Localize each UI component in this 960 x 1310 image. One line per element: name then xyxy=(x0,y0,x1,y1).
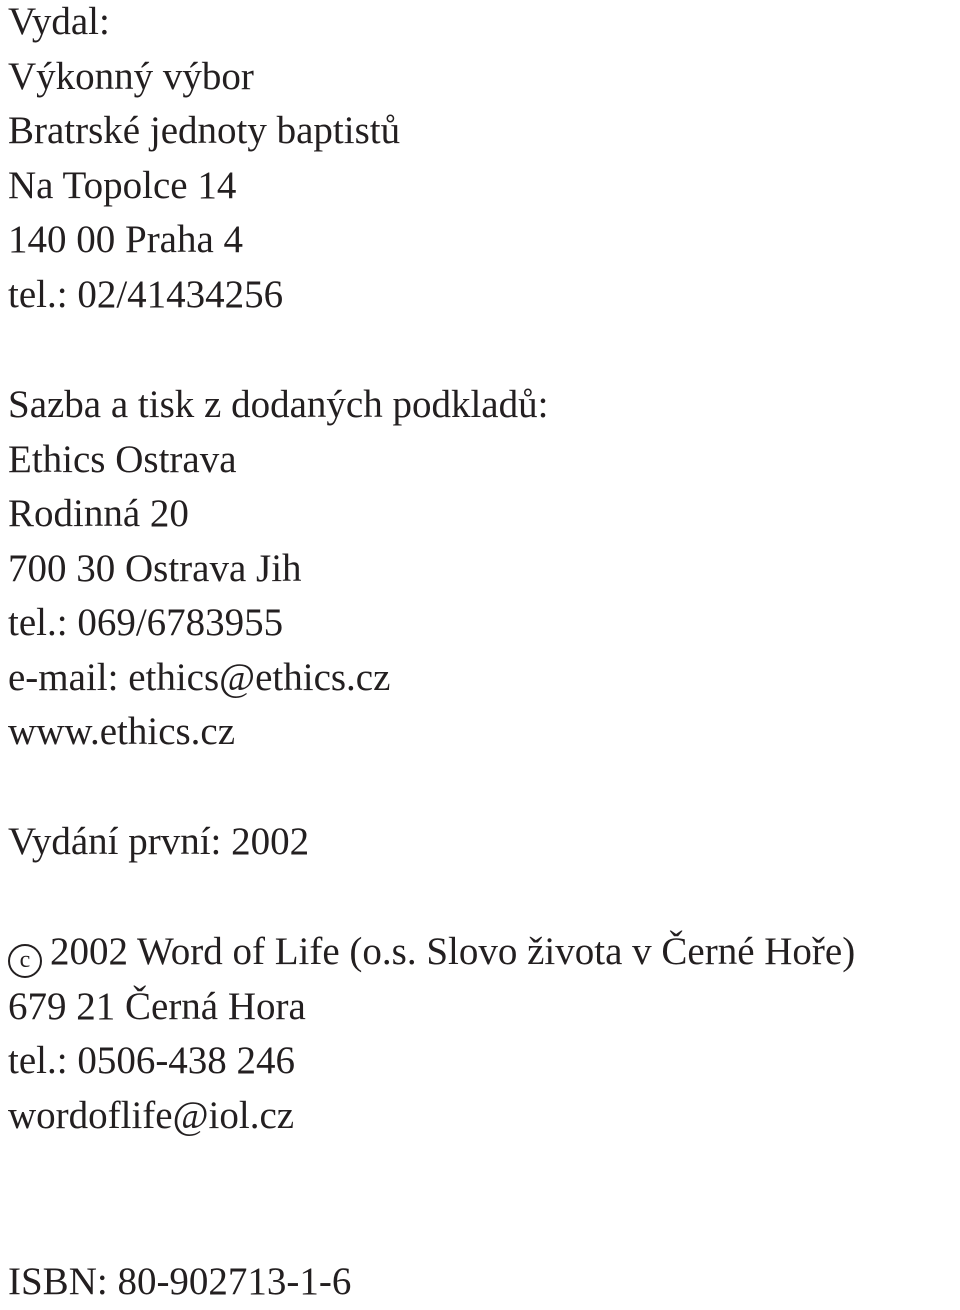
typesetting-company: Ethics Ostrava xyxy=(8,437,237,481)
typesetting-address-city: 700 30 Ostrava Jih xyxy=(8,546,302,590)
edition-text: Vydání první: 2002 xyxy=(8,820,310,863)
typesetting-email: e-mail: ethics@ethics.cz xyxy=(8,655,391,699)
publisher-address-city: 140 00 Praha 4 xyxy=(8,218,244,261)
typesetting-website: www.ethics.cz xyxy=(8,710,236,753)
copyright-block xyxy=(8,925,855,1143)
publisher-heading: Vydal: xyxy=(8,0,110,43)
copyright-icon: c xyxy=(8,944,42,978)
typesetting-address-street: Rodinná 20 xyxy=(8,492,189,535)
isbn-text: ISBN: 80-902713-1-6 xyxy=(8,1260,352,1303)
copyright-email: wordoflife@iol.cz xyxy=(8,1093,295,1137)
publisher-line: Bratrské jednoty baptistů xyxy=(8,109,401,152)
isbn-block xyxy=(8,1255,351,1310)
copyright-line xyxy=(8,925,855,980)
copyright-holder: 2002 Word of Life (o.s. Slovo života v Černé Hoře) xyxy=(50,930,856,973)
publisher-line: Výkonný výbor xyxy=(8,54,254,98)
typesetting-phone: tel.: 069/6783955 xyxy=(8,601,284,644)
typesetting-heading: Sazba a tisk z dodaných podkladů: xyxy=(8,383,549,426)
copyright-phone: tel.: 0506-438 246 xyxy=(8,1039,296,1082)
edition-block xyxy=(8,815,309,870)
publisher-block xyxy=(8,0,400,322)
publisher-address-street: Na Topolce 14 xyxy=(8,163,237,207)
copyright-address-city: 679 21 Černá Hora xyxy=(8,984,306,1028)
typesetting-block xyxy=(8,378,548,760)
publisher-phone: tel.: 02/41434256 xyxy=(8,272,284,316)
